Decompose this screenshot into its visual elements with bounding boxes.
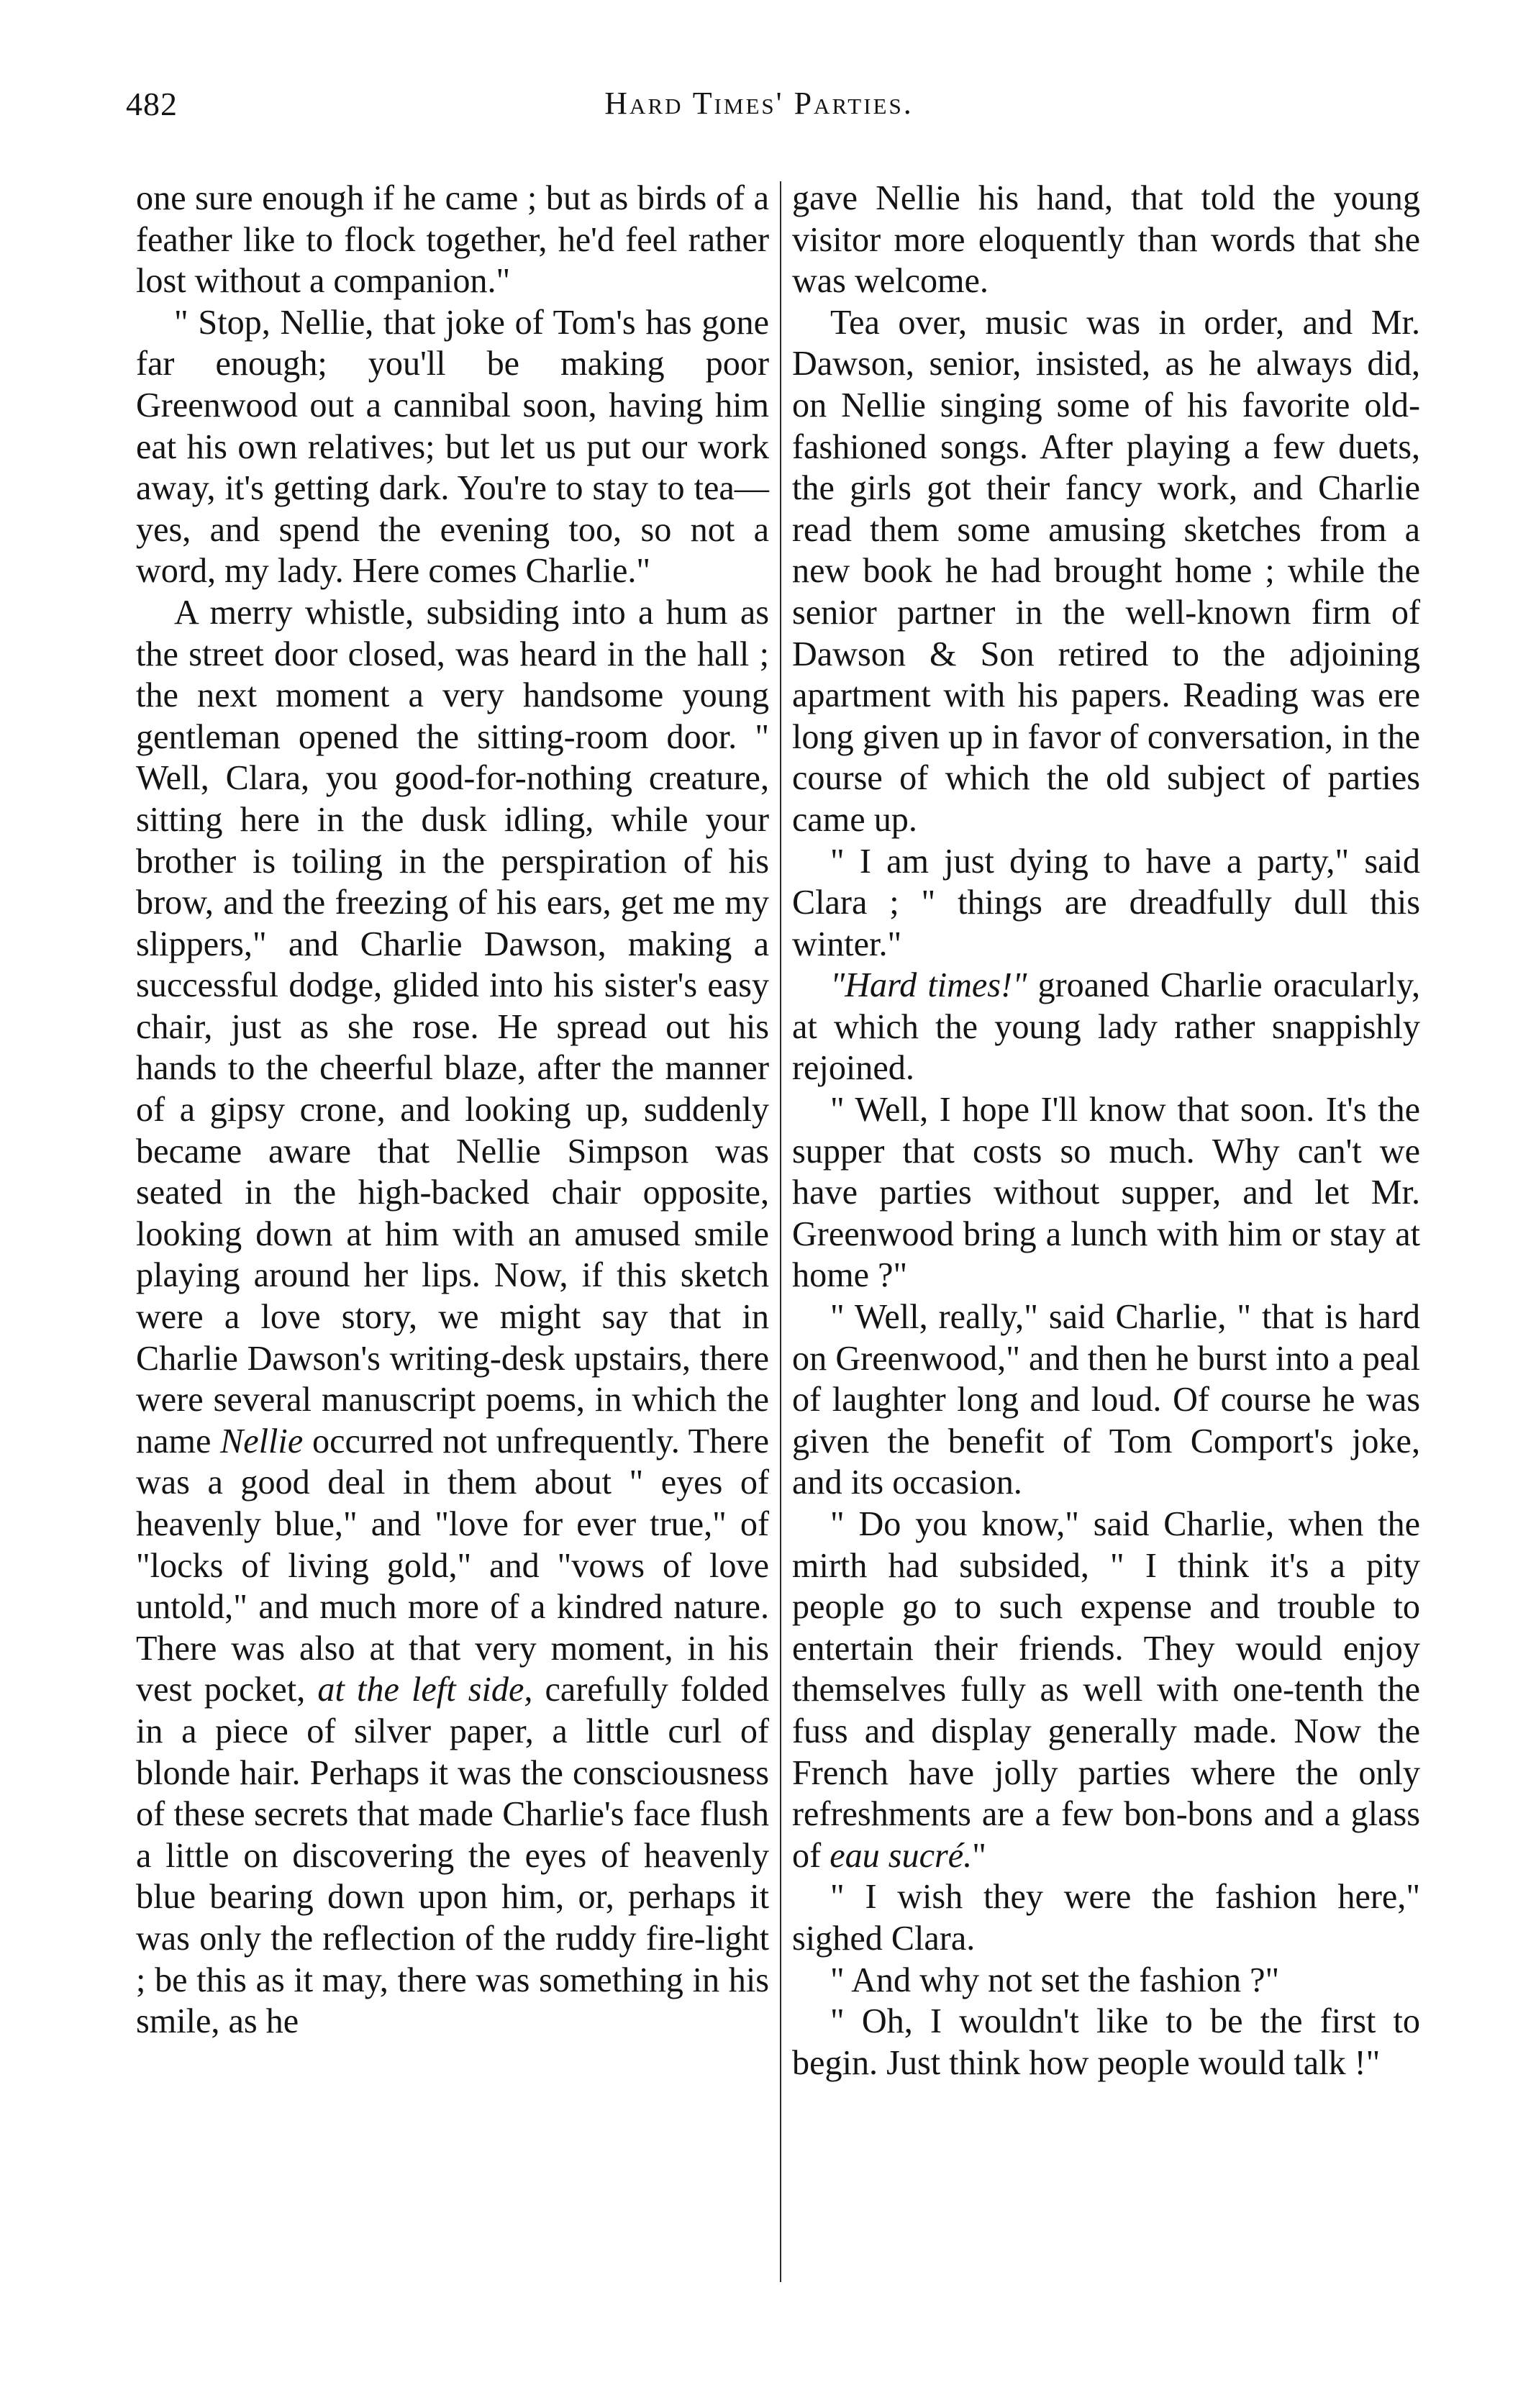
paragraph [136,592,769,2043]
text-run: carefully folded in a piece of silver paper, a little curl of blonde hair. Perhaps it was the consciousness of these secrets that made Charlie's face flush a little on discovering the eyes of heavenly blue bearing down upon him, or, perhaps it was only the reflection of the ruddy fire-light ; be this as it may, there was something in his smile, as he [136,1671,770,2041]
running-head: Hard Times' Parties. [604,86,914,121]
right-column [792,178,1420,2084]
italic-text: "Hard times!" [830,966,1027,1005]
paragraph: one sure enough if he came ; but as birds of a feather like to flock together, he'd feel rather lost without a companion." [136,179,769,301]
italic-text: at the left side, [317,1671,533,1709]
paragraph: " Oh, I wouldn't like to be the first to begin. Just think how people would talk !" [792,2002,1420,2082]
text-run: " Do you know," said Charlie, when the mirth had subsided, " I think it's a pity people go to such expense and trouble to entertain their friends. They would enjoy themselves fully as well with one-tenth the fuss and display generally made. Now the French have jolly parties where the only refreshments are a few bon-bons and a glass of [792,1505,1420,1875]
page-number: 482 [126,86,178,122]
column-divider [780,181,781,2282]
page-header [0,85,1518,142]
paragraph: gave Nellie his hand, that told the young visitor more eloquently than words that she was welcome. [792,179,1420,301]
paragraph: " Well, really," said Charlie, " that is hard on Greenwood," and then he burst into a peal of laughter long and loud. Of course he was given the benefit of Tom Comport's joke, and its occasion. [792,1298,1420,1502]
paragraph: " I wish they were the fashion here," sighed Clara. [792,1878,1420,1958]
text-run: " [972,1836,986,1875]
paragraph: " And why not set the fashion ?" [830,1961,1280,1999]
paragraph: Tea over, music was in order, and Mr. Dawson, senior, insisted, as he always did, on Nellie singing some of his favorite old-fashioned songs. After playing a few duets, the girls got their fancy work, and Charlie read them some amusing sketches from a new book he had brought home ; while the senior partner in the well-known firm of Dawson & Son retired to the adjoining apartment with his papers. Reading was ere long given up in favor of conversation, in the course of which the old subject of parties came up. [792,303,1420,839]
text-run: A merry whistle, subsiding into a hum as the street door closed, was heard in the hall ; the next moment a very handsome young gentleman opened the sitting-room door. " Well, Clara, you good-for-nothing creature, sitting here in the dusk idling, while your brother is toiling in the perspiration of his brow, and the freezing of his ears, get me my slippers," and Charlie Dawson, making a successful dodge, glided into his sister's easy chair, just as she rose. He spread out his hands to the cheerful blaze, after the manner of a gipsy crone, and looking up, suddenly became aware that Nellie Simpson was seated in the high-backed chair opposite, looking down at him with an amused smile playing around her lips. Now, if this sketch were a love story, we might say that in Charlie Dawson's writing-desk upstairs, there were several manuscript poems, in which the name [136,593,769,1460]
text-run: occurred not unfrequently. There was a good deal in them about " eyes of heavenly blue," and "love for ever true," of "locks of living gold," and "vows of love untold," and much more of a kindred nature. There was also at that very moment, in his vest pocket, [136,1422,769,1709]
paragraph: " Well, I hope I'll know that soon. It's the supper that costs so much. Why can't we have parties without supper, and let Mr. Greenwood bring a lunch with him or stay at home ?" [792,1091,1420,1295]
paragraph: " Stop, Nellie, that joke of Tom's has gone far enough; you'll be making poor Greenwood out a cannibal soon, having him eat his own relatives; but let us put our work away, it's getting dark. You're to stay to tea—yes, and spend the evening too, so not a word, my lady. Here comes Charlie." [136,303,769,591]
paragraph [792,965,1420,1089]
left-column [136,178,769,2043]
paragraph [792,1504,1420,1876]
italic-text: Nellie [220,1422,304,1460]
text-run: groaned Charlie oracularly, at which the young lady rather snappishly rejoined. [792,966,1421,1088]
italic-text: eau sucré. [830,1836,973,1875]
paragraph: " I am just dying to have a party," said Clara ; " things are dreadfully dull this winter." [792,842,1420,963]
